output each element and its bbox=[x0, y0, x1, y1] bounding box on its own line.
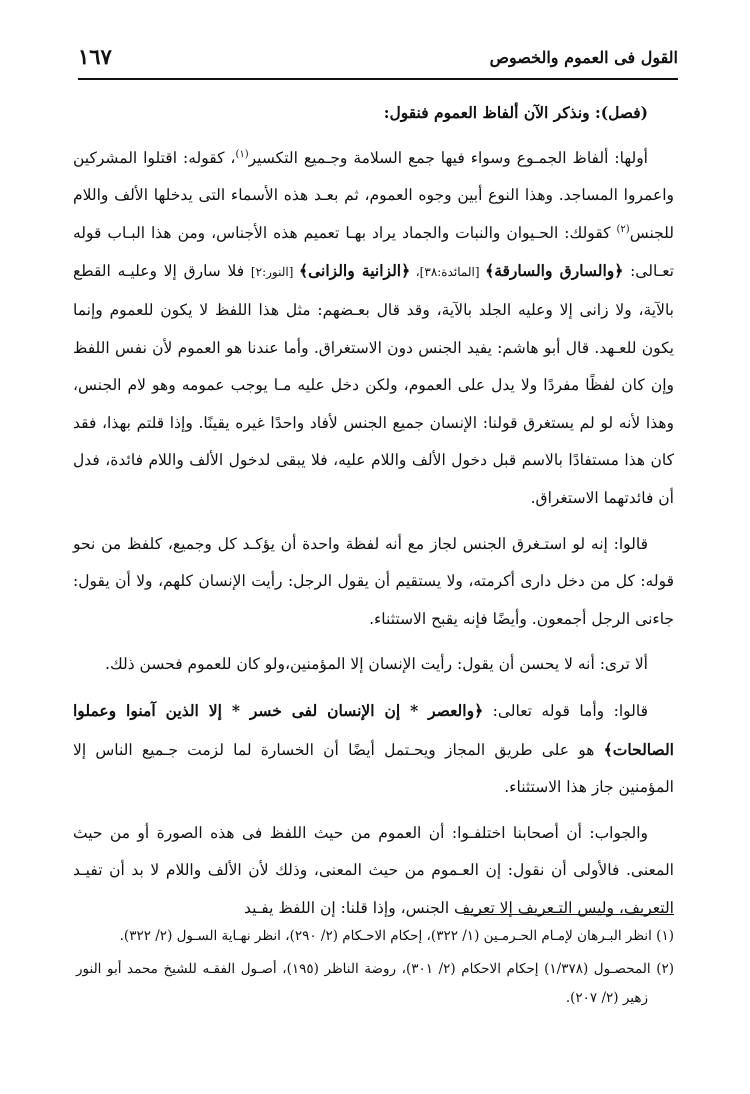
paragraph-4-text-a: قالوا: وأما قوله تعالى: bbox=[483, 701, 648, 720]
quran-quote-1: ﴿والسارق والسارقة﴾ bbox=[485, 261, 624, 281]
footnote-marker-1: (١) bbox=[235, 148, 249, 160]
quran-quote-2: ﴿الزانية والزانى﴾ bbox=[299, 261, 411, 281]
footnotes bbox=[76, 922, 674, 1017]
footnote-divider bbox=[464, 914, 674, 915]
verse-reference-2: [النور:٢] bbox=[250, 265, 300, 280]
paragraph-1-text-a: أولها: ألفاظ الجمـوع وسواء فيها جمع السلامة وجـميع التكسير bbox=[248, 148, 648, 167]
paragraph-3: ألا ترى: أنه لا يحسن أن يقول: رأيت الإنسان إلا المؤمنين،ولو كان للعموم فحسن ذلك. bbox=[105, 655, 648, 674]
paragraph-2: قالوا: إنه لو استـغرق الجنس لجاز مع أنه لفظة واحدة أن يؤكـد كل وجميع، كلفظ من نحو قوله: كل من دخل دارى أكرمته، ولا يستقيم أن يقول الرجل: رأيت الإنسان كلهم، ولا أن يقول: جاءنى الرجل أجمعون. وأيضًا فإنه يقبح الاستثناء. bbox=[73, 534, 674, 628]
paragraph-1-text-d: فلا سارق إلا وعليـه القطع بالآية، ولا زانى إلا وعليه الجلد بالآية، وقد قال بعـضهم: مثل هذا اللفظ لا يكون للعموم وإنما يكون للعـهد. قال أبو هاشم: يفيد الجنس دون الاستغراق. وأما عندنا هو العموم لأن نفس اللفظ وإن كان لفظًا مفردًا ولا يدل على العموم، ولكن دخل عليه مـا يوجب عمومه وهو لام الجنس، وهذا لأنه لو لم يستغرق قولنا: الإنسان جميع الجنس لأفاد واحدًا غيره يقينًا. وإذا قلتم بهذا، فقد كان هذا مستفادًا بالاسم قبل دخول الألف واللام عليه، فلا يبقى لدخول الألف واللام فائدة، فدل أن فائدتهما الاستغراق. bbox=[73, 262, 674, 507]
quran-quote-3: ﴿والعصر * إن الإنسان لفى خسر * إلا الذين آمنوا وعملوا الصالحات﴾ bbox=[73, 700, 674, 759]
footnote-marker-2: (٢) bbox=[616, 223, 630, 235]
footnote-1: (١) انظر البـرهان لإمـام الحـرمـين (١/ ٣٢٢)، إحكام الاحـكام (٢/ ٢٩٠)، انظر نهـاية السـول (٢/ ٣٢٢). bbox=[119, 928, 674, 944]
verse-reference-1: [المائدة:٣٨]، bbox=[410, 265, 486, 280]
main-text bbox=[73, 94, 674, 927]
footnote-2: (٢) المحصـول (١/٣٧٨) إحكام الاحكام (٢/ ٣٠١)، روضة الناظر (١٩٥)، أصـول الفقـه للشيخ محمد أبو النور زهير (٢/ ٢٠٧). bbox=[76, 961, 675, 1006]
page-number: ١٦٧ bbox=[78, 44, 112, 69]
paragraph-1-text-b: ، كقوله: اقتلوا المشركين واعمروا المساجد. وهذا النوع أبين وجوه العموم، ثم بعـد هذه الأسماء التى يدخلها الألف واللام للجنس bbox=[73, 148, 674, 242]
page-header bbox=[78, 38, 678, 80]
section-heading: (فصل): ونذكر الآن ألفاظ العموم فنقول: bbox=[383, 103, 648, 122]
paragraph-5: والجواب: أن أصحابنا اختلفـوا: أن العموم من حيث اللفظ فى هذه الصورة أو من حيث المعنى. فالأولى أن نقول: إن العـموم من حيث المعنى، وذلك لأن الألف واللام لا بد أن تفيـد التعريف، وليس التـعريف إلا تعريف الجنس، وإذا قلنا: إن اللفظ يفـيد bbox=[73, 823, 674, 917]
paragraph-1 bbox=[73, 140, 674, 518]
paragraph-4 bbox=[73, 692, 674, 807]
running-title: القول فى العموم والخصوص bbox=[489, 48, 678, 67]
paragraph-4-text-b: هو على طريق المجاز ويحـتمل أيضًا أن الخسارة لما لزمت جـميع الناس إلا المؤمنين جاز هذا الاستثناء. bbox=[73, 740, 674, 797]
paragraph-1-text-c: كقولك: الحـيوان والنبات والجماد يراد بهـا تعميم هذه الأجناس، ومن هذا البـاب قوله تعـالى: bbox=[73, 223, 674, 281]
